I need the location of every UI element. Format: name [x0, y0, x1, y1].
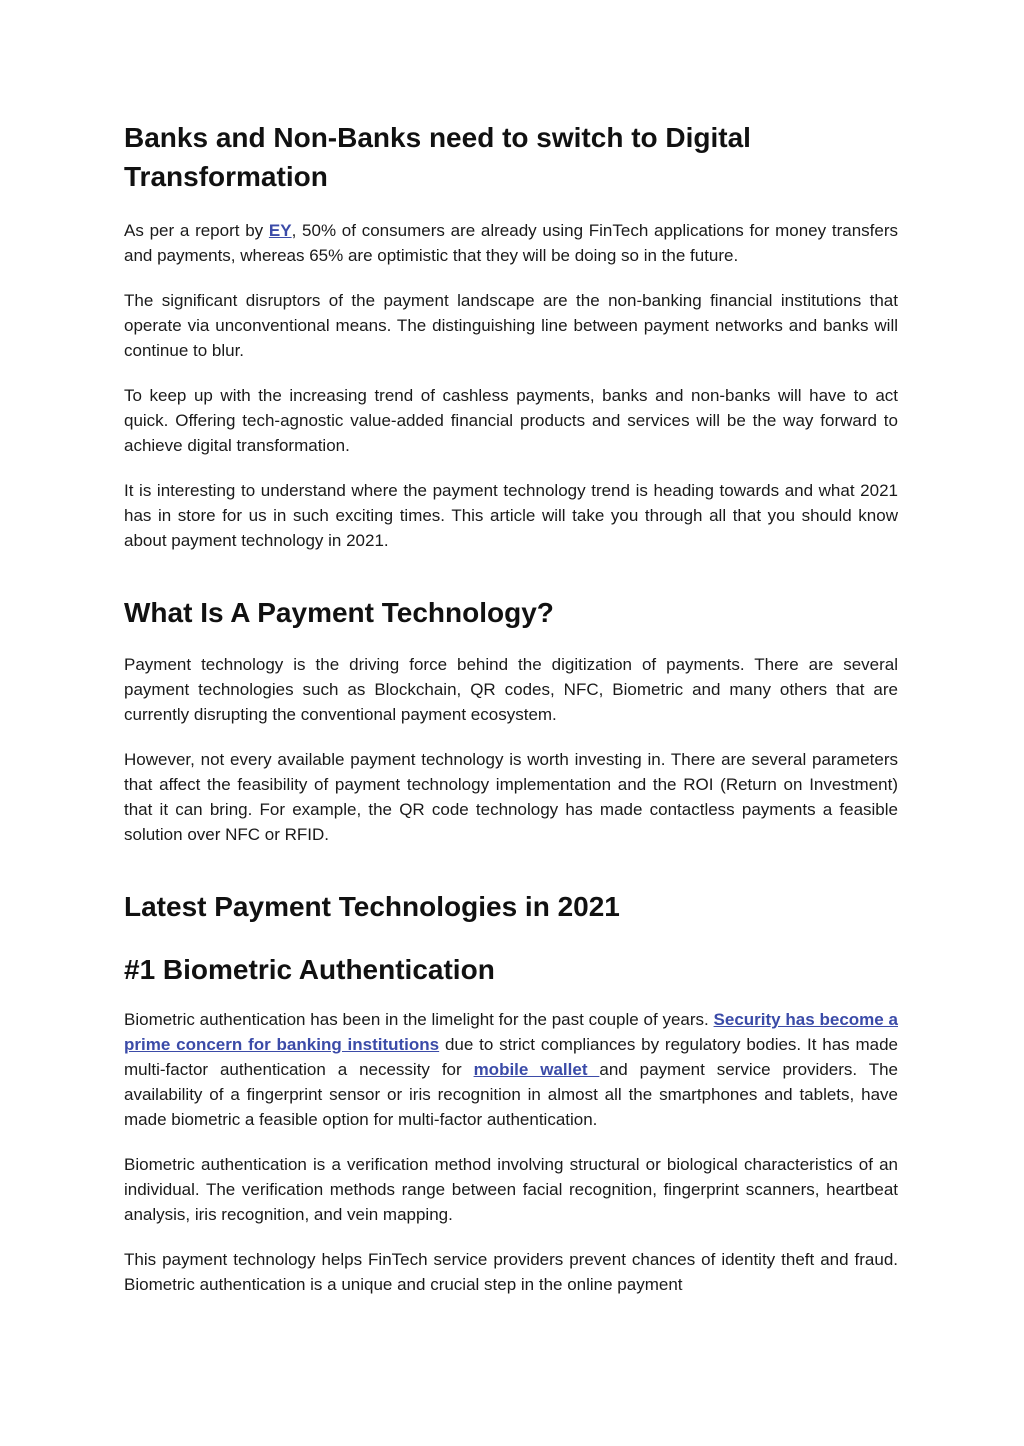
- paragraph-verification-method: Biometric authentication is a verification method involving structural or biological characteristics of an individual. The verification methods range between facial recognition, fingerprint scanners, heartbeat analysis, iris recognition, and vein mapping.: [124, 1155, 898, 1224]
- paragraph-text: , 50% of consumers are already using FinTech applications for money transfers and payments, whereas 65% are optimistic that they will be doing so in the future.: [124, 221, 899, 265]
- document-page: [124, 118, 898, 1297]
- paragraph-fraud-prevention: This payment technology helps FinTech service providers prevent chances of identity theft and fraud. Biometric authentication is a unique and crucial step in the online payment: [124, 1250, 898, 1294]
- security-concern-link[interactable]: Security has become a prime concern for banking institutions: [124, 1010, 898, 1054]
- paragraph-text: Biometric authentication has been in the limelight for the past couple of years.: [124, 1010, 714, 1029]
- paragraph-disruptors: The significant disruptors of the payment landscape are the non-banking financial institutions that operate via unconventional means. The distinguishing line between payment networks and banks will continue to blur.: [124, 291, 898, 360]
- paragraph-payment-technology-definition: Payment technology is the driving force behind the digitization of payments. There are several payment technologies such as Blockchain, QR codes, NFC, Biometric and many others that are currently disrupting the conventional payment ecosystem.: [124, 655, 898, 724]
- paragraph-article-intro: It is interesting to understand where the payment technology trend is heading towards and what 2021 has in store for us in such exciting times. This article will take you through all that you should know about payment technology in 2021.: [124, 481, 898, 550]
- ey-link[interactable]: EY: [268, 221, 292, 240]
- paragraph-text: As per a report by: [124, 221, 269, 240]
- paragraph-cashless-trend: To keep up with the increasing trend of cashless payments, banks and non-banks will have to act quick. Offering tech-agnostic value-added financial products and services will be the way forward to achieve digital transformation.: [124, 386, 898, 455]
- paragraph-feasibility: However, not every available payment technology is worth investing in. There are several parameters that affect the feasibility of payment technology implementation and the ROI (Return on Investment) that it can bring. For example, the QR code technology has made contactless payments a feasible solution over NFC or RFID.: [124, 750, 898, 844]
- paragraph-ey-report: [124, 218, 898, 268]
- heading-latest-payment-technologies: Latest Payment Technologies in 2021: [124, 891, 620, 922]
- paragraph-text: due to strict compliances by regulatory bodies. It has made multi-factor authentication a necessity for: [124, 1035, 898, 1079]
- heading-biometric-authentication: #1 Biometric Authentication: [124, 954, 495, 985]
- paragraph-biometric-limelight: [124, 1007, 898, 1132]
- paragraph-text: and payment service providers. The availability of a fingerprint sensor or iris recognition in almost all the smartphones and tablets, have made biometric a feasible option for multi-factor authentication.: [124, 1060, 898, 1129]
- heading-digital-transformation: Banks and Non-Banks need to switch to Digital Transformation: [124, 122, 751, 192]
- heading-what-is-payment-technology: What Is A Payment Technology?: [124, 597, 554, 628]
- mobile-wallet-link[interactable]: mobile wallet: [473, 1060, 600, 1079]
